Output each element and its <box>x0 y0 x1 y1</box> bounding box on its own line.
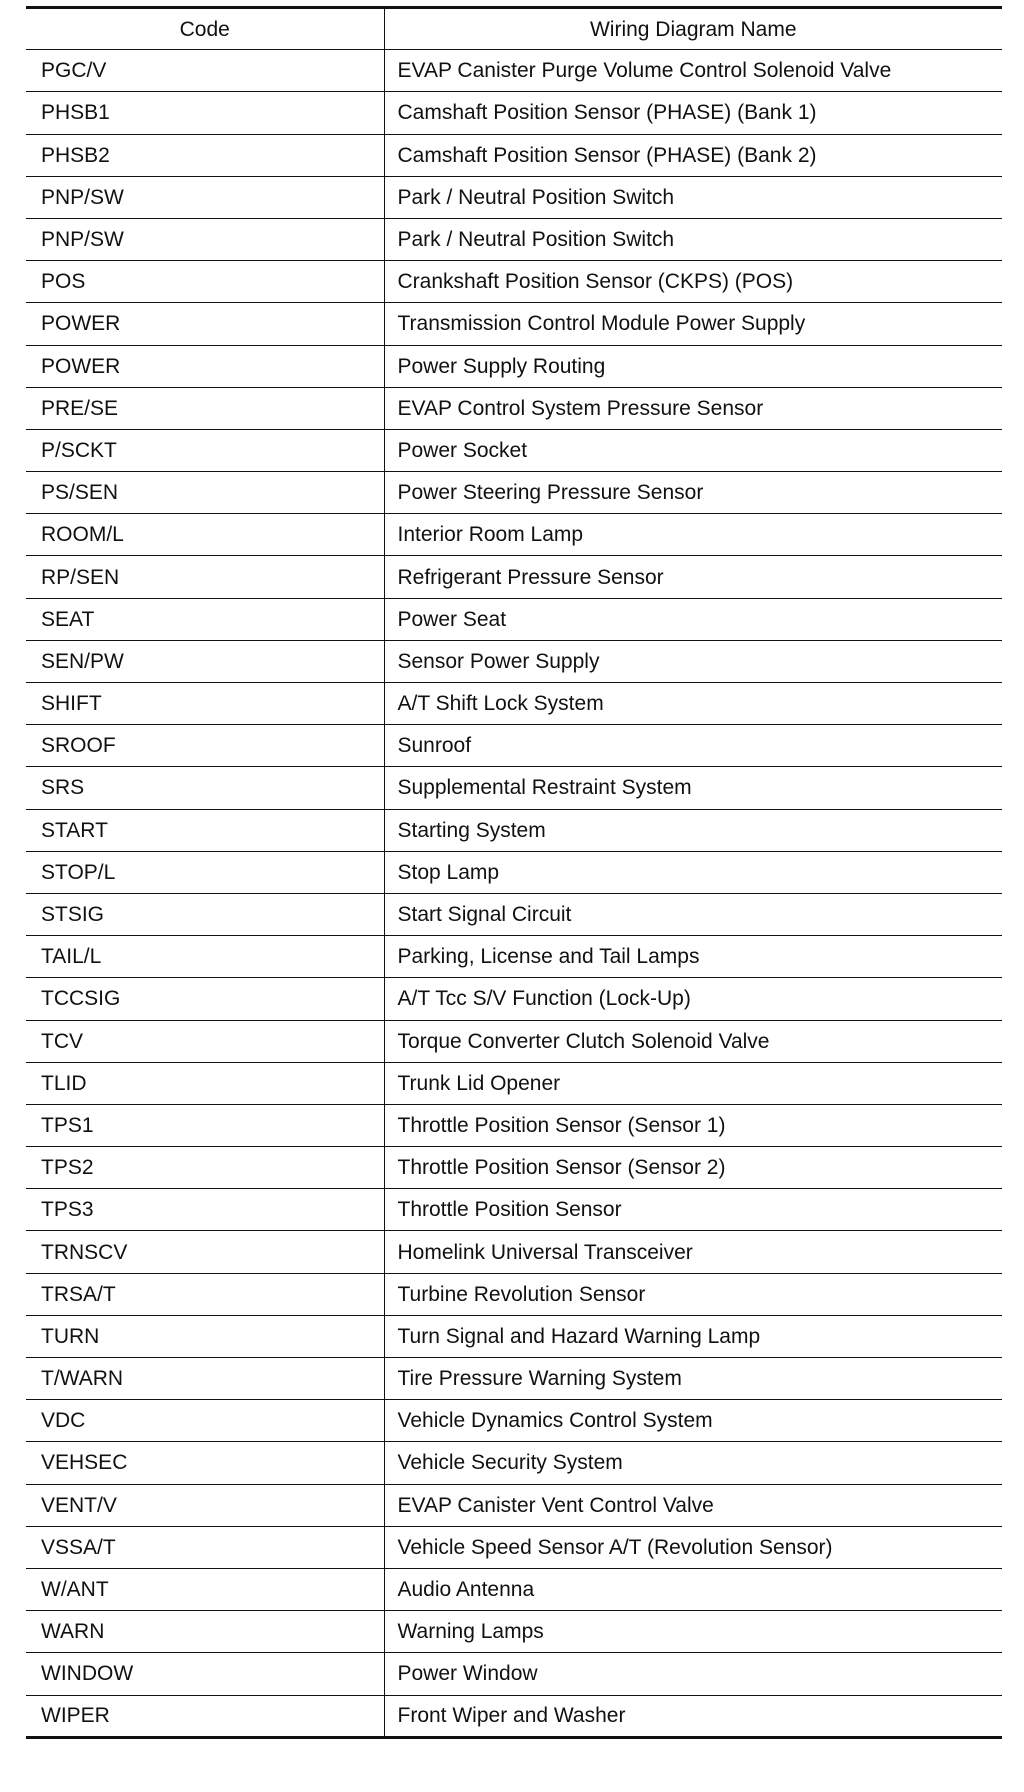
code-cell: TPS3 <box>41 1198 94 1222</box>
code-cell: W/ANT <box>41 1578 109 1602</box>
table-row <box>26 303 1002 345</box>
code-cell: TRNSCV <box>41 1240 128 1264</box>
table-row <box>26 1695 1002 1737</box>
table-row <box>26 893 1002 935</box>
wiring-diagram-name-cell: Throttle Position Sensor (Sensor 1) <box>384 1104 1002 1146</box>
table-row <box>26 851 1002 893</box>
wiring-diagram-name-cell: Power Seat <box>384 598 1002 640</box>
code-cell: VENT/V <box>41 1493 117 1517</box>
table-row <box>26 429 1002 471</box>
table-row <box>26 514 1002 556</box>
table-row <box>26 345 1002 387</box>
table-row <box>26 1231 1002 1273</box>
code-cell: SHIFT <box>41 692 102 716</box>
table-row <box>26 1611 1002 1653</box>
wiring-diagram-name-cell: Sunroof <box>384 725 1002 767</box>
code-cell: POWER <box>41 312 121 336</box>
code-cell: ROOM/L <box>41 523 124 547</box>
code-cell: P/SCKT <box>41 438 117 462</box>
table-row <box>26 767 1002 809</box>
code-cell: TRSA/T <box>41 1282 116 1306</box>
table-row <box>26 809 1002 851</box>
table-row <box>26 176 1002 218</box>
table-row <box>26 1315 1002 1357</box>
wiring-diagram-name-cell: Power Window <box>384 1653 1002 1695</box>
table-row <box>26 1568 1002 1610</box>
wiring-diagram-name-cell: Warning Lamps <box>384 1611 1002 1653</box>
table-row <box>26 1189 1002 1231</box>
table-row <box>26 50 1002 92</box>
table-row <box>26 1400 1002 1442</box>
code-cell: TCCSIG <box>41 987 121 1011</box>
table-row <box>26 92 1002 134</box>
code-cell: RP/SEN <box>41 565 120 589</box>
code-cell: VDC <box>41 1409 86 1433</box>
wiring-diagram-code-table <box>26 6 1002 1739</box>
wiring-diagram-name-cell: Refrigerant Pressure Sensor <box>384 556 1002 598</box>
wiring-diagram-name-cell: Homelink Universal Transceiver <box>384 1231 1002 1273</box>
table-row <box>26 978 1002 1020</box>
code-cell: VEHSEC <box>41 1451 128 1475</box>
wiring-diagram-name-cell: Crankshaft Position Sensor (CKPS) (POS) <box>384 261 1002 303</box>
code-cell: PGC/V <box>41 59 107 83</box>
table-row <box>26 1526 1002 1568</box>
code-cell: SRS <box>41 776 85 800</box>
code-cell: TURN <box>41 1324 100 1348</box>
wiring-diagram-name-cell: Tire Pressure Warning System <box>384 1358 1002 1400</box>
table-row <box>26 1062 1002 1104</box>
table-header-row <box>26 8 1002 50</box>
code-cell: TAIL/L <box>41 945 102 969</box>
table-row <box>26 1653 1002 1695</box>
code-cell: TCV <box>41 1029 83 1053</box>
wiring-diagram-name-cell: Parking, License and Tail Lamps <box>384 936 1002 978</box>
wiring-diagram-name-cell: Sensor Power Supply <box>384 640 1002 682</box>
code-cell: TPS1 <box>41 1113 94 1137</box>
code-cell: START <box>41 818 108 842</box>
code-cell: T/WARN <box>41 1367 124 1391</box>
wiring-diagram-name-cell: Transmission Control Module Power Supply <box>384 303 1002 345</box>
code-cell: SROOF <box>41 734 116 758</box>
wiring-diagram-name-cell: Turn Signal and Hazard Warning Lamp <box>384 1315 1002 1357</box>
code-cell: STSIG <box>41 903 105 927</box>
code-cell: TPS2 <box>41 1156 94 1180</box>
wiring-diagram-name-cell: Throttle Position Sensor (Sensor 2) <box>384 1147 1002 1189</box>
code-cell: WIPER <box>41 1704 110 1728</box>
wiring-diagram-name-cell: Park / Neutral Position Switch <box>384 176 1002 218</box>
wiring-diagram-name-cell: Park / Neutral Position Switch <box>384 218 1002 260</box>
wiring-diagram-name-cell: Camshaft Position Sensor (PHASE) (Bank 2) <box>384 134 1002 176</box>
wiring-diagram-name-cell: Vehicle Speed Sensor A/T (Revolution Sensor) <box>384 1526 1002 1568</box>
wiring-diagram-name-cell: Stop Lamp <box>384 851 1002 893</box>
wiring-diagram-name-cell: Supplemental Restraint System <box>384 767 1002 809</box>
wiring-diagram-name-cell: Interior Room Lamp <box>384 514 1002 556</box>
wiring-diagram-name-cell: EVAP Control System Pressure Sensor <box>384 387 1002 429</box>
wiring-diagram-name-cell: Torque Converter Clutch Solenoid Valve <box>384 1020 1002 1062</box>
wiring-diagram-name-cell: Front Wiper and Washer <box>384 1695 1002 1737</box>
code-cell: PHSB1 <box>41 101 110 125</box>
wiring-diagram-name-cell: Start Signal Circuit <box>384 893 1002 935</box>
wiring-diagram-name-cell: Power Supply Routing <box>384 345 1002 387</box>
code-cell: VSSA/T <box>41 1535 116 1559</box>
wiring-diagram-name-cell: Vehicle Security System <box>384 1442 1002 1484</box>
table-row <box>26 1147 1002 1189</box>
table-row <box>26 1273 1002 1315</box>
wiring-diagram-name-cell: A/T Shift Lock System <box>384 683 1002 725</box>
wiring-diagram-name-column-header: Wiring Diagram Name <box>384 8 1002 50</box>
table-row <box>26 218 1002 260</box>
code-cell: POS <box>41 270 86 294</box>
table-row <box>26 1358 1002 1400</box>
table-row <box>26 387 1002 429</box>
table-row <box>26 725 1002 767</box>
code-cell: STOP/L <box>41 860 116 884</box>
wiring-diagram-name-cell: Camshaft Position Sensor (PHASE) (Bank 1) <box>384 92 1002 134</box>
wiring-diagram-name-cell: A/T Tcc S/V Function (Lock-Up) <box>384 978 1002 1020</box>
code-cell: SEAT <box>41 607 95 631</box>
code-cell: SEN/PW <box>41 649 124 673</box>
wiring-diagram-name-cell: Throttle Position Sensor <box>384 1189 1002 1231</box>
code-cell: PNP/SW <box>41 185 124 209</box>
code-cell: WINDOW <box>41 1662 134 1686</box>
table-row <box>26 640 1002 682</box>
code-cell: WARN <box>41 1620 105 1644</box>
table-row <box>26 1104 1002 1146</box>
wiring-diagram-name-cell: EVAP Canister Vent Control Valve <box>384 1484 1002 1526</box>
code-cell: POWER <box>41 354 121 378</box>
wiring-diagram-name-cell: Starting System <box>384 809 1002 851</box>
table-row <box>26 134 1002 176</box>
code-cell: TLID <box>41 1071 87 1095</box>
wiring-diagram-name-cell: Vehicle Dynamics Control System <box>384 1400 1002 1442</box>
table-row <box>26 683 1002 725</box>
table-row <box>26 556 1002 598</box>
wiring-diagram-name-cell: Trunk Lid Opener <box>384 1062 1002 1104</box>
table-row <box>26 472 1002 514</box>
code-column-header: Code <box>179 17 230 41</box>
wiring-diagram-name-cell: Turbine Revolution Sensor <box>384 1273 1002 1315</box>
wiring-diagram-name-cell: Power Steering Pressure Sensor <box>384 472 1002 514</box>
table-row <box>26 261 1002 303</box>
table-body <box>26 50 1002 1738</box>
code-cell: PNP/SW <box>41 228 124 252</box>
table-row <box>26 1442 1002 1484</box>
code-cell: PRE/SE <box>41 396 119 420</box>
table-row <box>26 1020 1002 1062</box>
wiring-diagram-name-cell: Audio Antenna <box>384 1568 1002 1610</box>
wiring-diagram-name-cell: Power Socket <box>384 429 1002 471</box>
table-row <box>26 598 1002 640</box>
code-cell: PHSB2 <box>41 143 110 167</box>
table-row <box>26 936 1002 978</box>
table-row <box>26 1484 1002 1526</box>
wiring-diagram-name-cell: EVAP Canister Purge Volume Control Solenoid Valve <box>384 50 1002 92</box>
code-cell: PS/SEN <box>41 481 119 505</box>
